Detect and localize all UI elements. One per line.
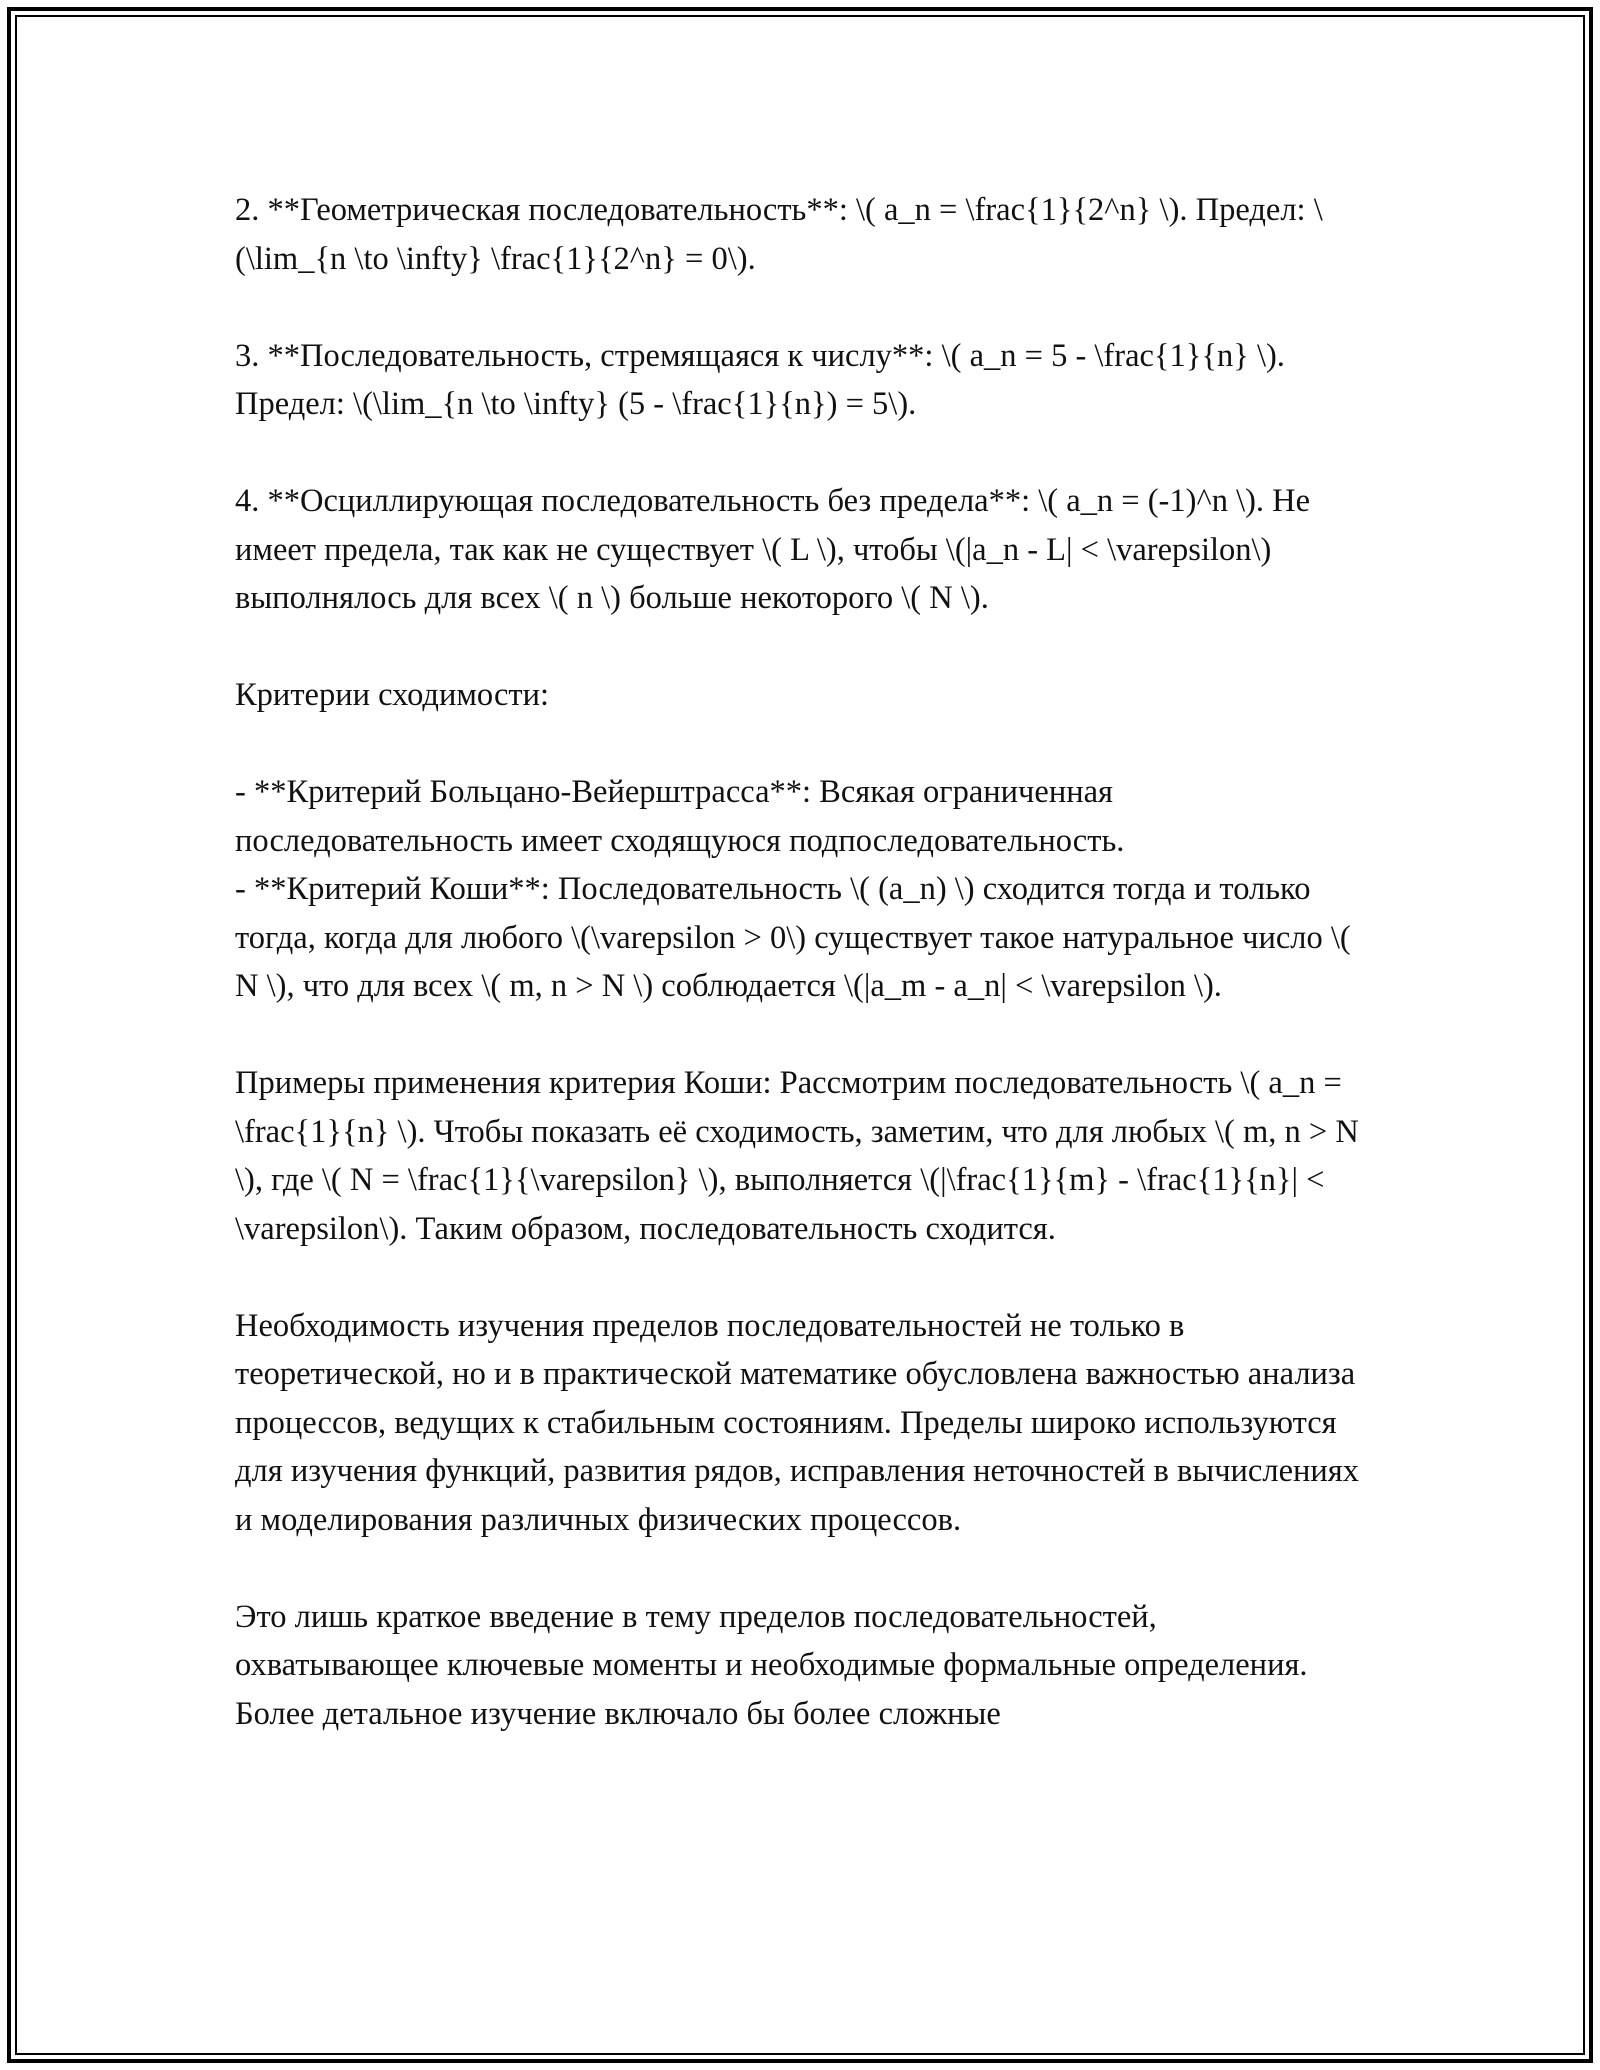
paragraph-sequence-to-number: 3. **Последовательность, стремящаяся к числу**: \( a_n = 5 - \frac{1}{n} \). Предел: \(\lim_{n \to \infty} (5 - \frac{1}{n}) = 5\).: [235, 337, 1285, 422]
document-body: [235, 186, 1365, 1787]
paragraph-cauchy-criterion: - **Критерий Коши**: Последовательность \( (a_n) \) сходится тогда и только тогда, когда для любого \(\varepsilon > 0\) существует такое натуральное число \( N \), что для всех \( m, n > N \) соблюдается \(|a_m - a_n| < \varepsilon \).: [235, 871, 1351, 1004]
paragraph-oscillating-sequence: 4. **Осциллирующая последовательность без предела**: \( a_n = (-1)^n \). Не имеет предела, так как не существует \( L \), чтобы \(|a_n - L| < \varepsilon\) выполнялось для всех \( n \) больше некоторого \( N \).: [235, 483, 1311, 616]
paragraph-limits-importance: Необходимость изучения пределов последовательностей не только в теоретической, но и в практической математике обусловлена важностью анализа процессов, ведущих к стабильным состояниям. Пределы широко используются для изучения функций, развития рядов, исправления неточностей в вычислениях и моделирования различных физических процессов.: [235, 1307, 1359, 1538]
paragraph-cauchy-examples: Примеры применения критерия Коши: Рассмотрим последовательность \( a_n = \frac{1}{n} \). Чтобы показать её сходимость, заметим, что для любых \( m, n > N \), где \( N = \frac{1}{\varepsilon} \), выполняется \(|\frac{1}{m} - \frac{1}{n}| < \varepsilon\). Таким образом, последовательность сходится.: [235, 1065, 1359, 1247]
paragraph-geometric-sequence: 2. **Геометрическая последовательность**: \( a_n = \frac{1}{2^n} \). Предел: \(\lim_{n \to \infty} \frac{1}{2^n} = 0\).: [235, 192, 1323, 277]
paragraph-conclusion: Это лишь краткое введение в тему пределов последовательностей, охватывающее ключевые моменты и необходимые формальные определения. Более детальное изучение включало бы более сложные: [235, 1598, 1308, 1732]
paragraph-convergence-criteria-heading: Критерии сходимости:: [235, 677, 550, 713]
paragraph-bolzano-weierstrass: - **Критерий Больцано-Вейерштрасса**: Всякая ограниченная последовательность имеет сходящуюся подпоследовательность.: [235, 774, 1125, 859]
